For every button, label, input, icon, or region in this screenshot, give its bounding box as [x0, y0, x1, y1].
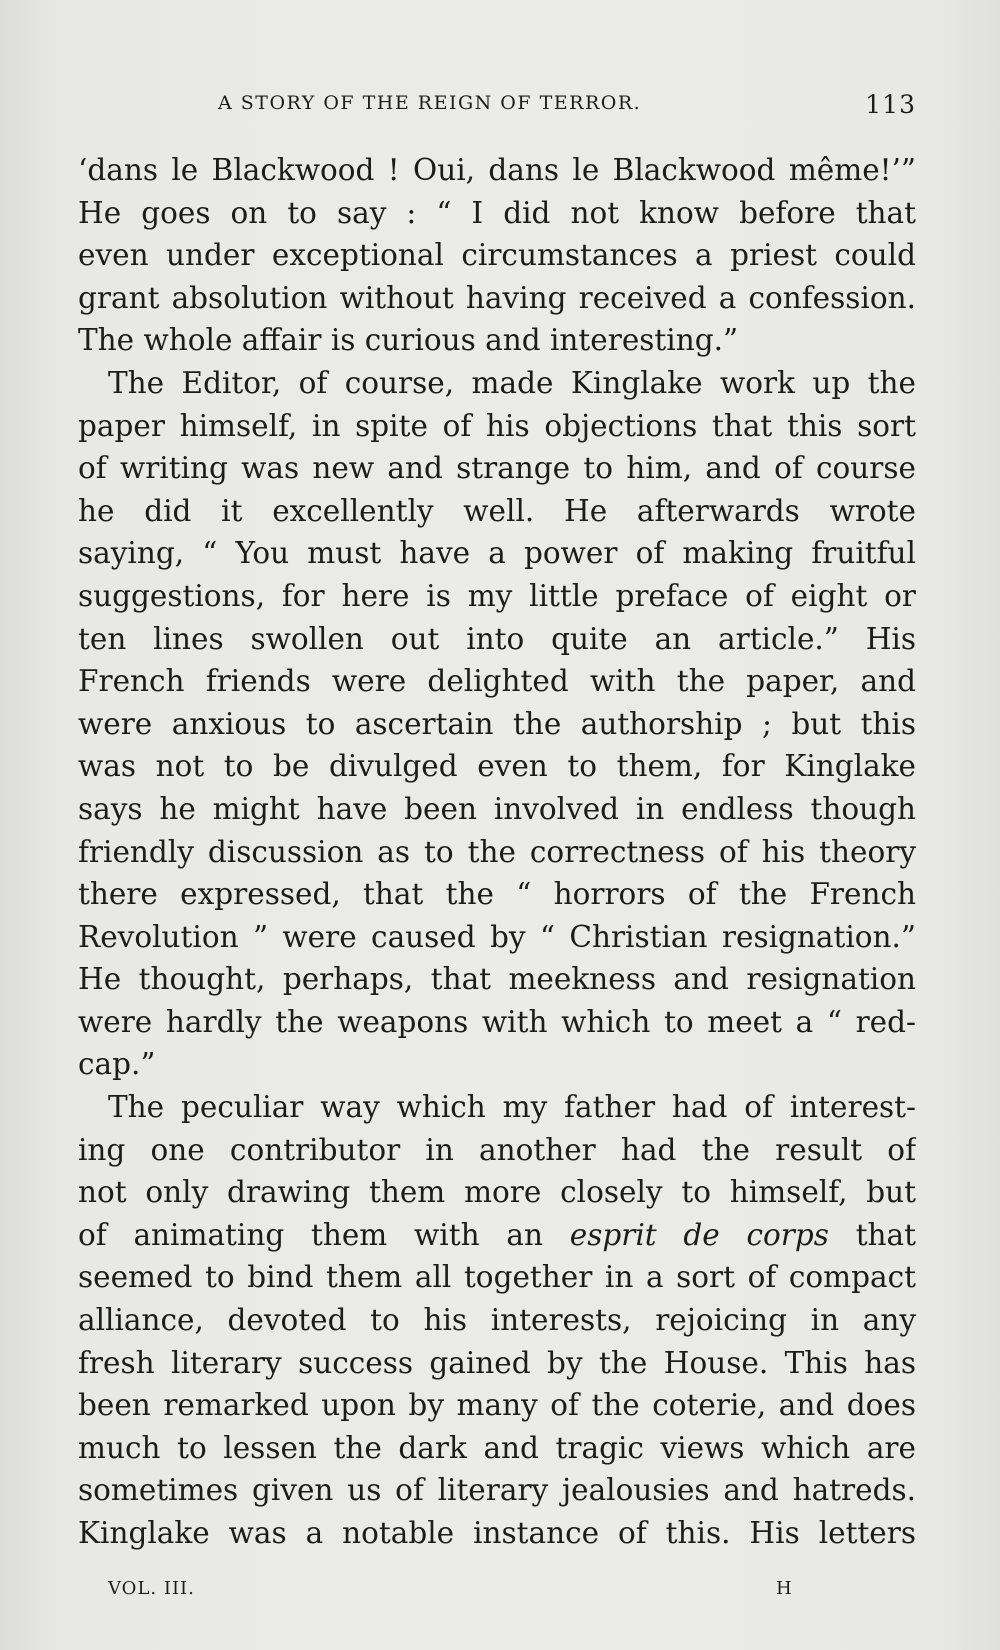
text-line: paper himself, in spite of his objections that this sort	[78, 408, 916, 443]
text-line: were anxious to ascertain the authorship ; but this	[78, 706, 916, 741]
text-line: was not to be divulged even to them, for Kinglake	[78, 749, 916, 784]
body-text	[78, 149, 916, 1555]
signature-mark: H	[776, 1578, 793, 1599]
text-line: suggestions, for here is my little preface of eight or	[78, 578, 916, 613]
text-line: not only drawing them more closely to himself, but	[78, 1175, 916, 1210]
text-line: much to lessen the dark and tragic views which are	[78, 1430, 916, 1465]
text-line: cap.”	[78, 1047, 156, 1082]
text-line: seemed to bind them all together in a sort of compact	[78, 1260, 916, 1295]
text-line: ‘dans le Blackwood ! Oui, dans le Blackwood même!’”	[78, 153, 916, 187]
text-line: The whole affair is curious and interesting.”	[78, 323, 739, 358]
running-title: A STORY OF THE REIGN OF TERROR.	[218, 92, 642, 114]
text-line: sometimes given us of literary jealousies and hatreds.	[78, 1473, 916, 1508]
text-line: there expressed, that the “ horrors of the French	[78, 877, 916, 912]
page-footer	[108, 1578, 808, 1608]
text-line: Revolution ” were caused by “ Christian resignation.”	[78, 919, 916, 954]
text-line: The Editor, of course, made Kinglake work up the	[108, 365, 916, 400]
text-line: says he might have been involved in endless though	[78, 791, 916, 826]
text-line: He goes on to say : “ I did not know before that	[78, 195, 916, 230]
page-number: 113	[865, 90, 916, 119]
text-line: alliance, devoted to his interests, rejoicing in any	[78, 1303, 916, 1338]
volume-label: VOL. III.	[108, 1578, 195, 1599]
text-line: he did it excellently well. He afterwards wrote	[78, 493, 916, 528]
text-line: of writing was new and strange to him, and of course	[78, 451, 916, 486]
text-line: French friends were delighted with the paper, and	[78, 664, 916, 699]
text-line: friendly discussion as to the correctness of his theory	[78, 834, 916, 869]
text-line italic-line: of animating them with an esprit de corps that	[78, 1217, 916, 1252]
text-line: He thought, perhaps, that meekness and resignation	[78, 962, 916, 997]
text-line: grant absolution without having received a confession.	[78, 280, 916, 315]
italic-phrase: esprit de corps	[569, 1217, 829, 1252]
text-line: ing one contributor in another had the result of	[78, 1132, 916, 1167]
text-line: fresh literary success gained by the House. This has	[78, 1345, 916, 1380]
text-line: Kinglake was a notable instance of this. His letters	[78, 1516, 916, 1550]
text-line: ten lines swollen out into quite an article.” His	[78, 621, 916, 656]
text-line: even under exceptional circumstances a priest could	[78, 238, 916, 273]
text-line: saying, “ You must have a power of making fruitful	[78, 536, 916, 571]
text-line: been remarked upon by many of the coterie, and does	[78, 1388, 916, 1423]
text-line: were hardly the weapons with which to meet a “ red-	[78, 1004, 916, 1039]
text-line: The peculiar way which my father had of interest-	[108, 1090, 916, 1125]
running-head	[80, 90, 916, 124]
